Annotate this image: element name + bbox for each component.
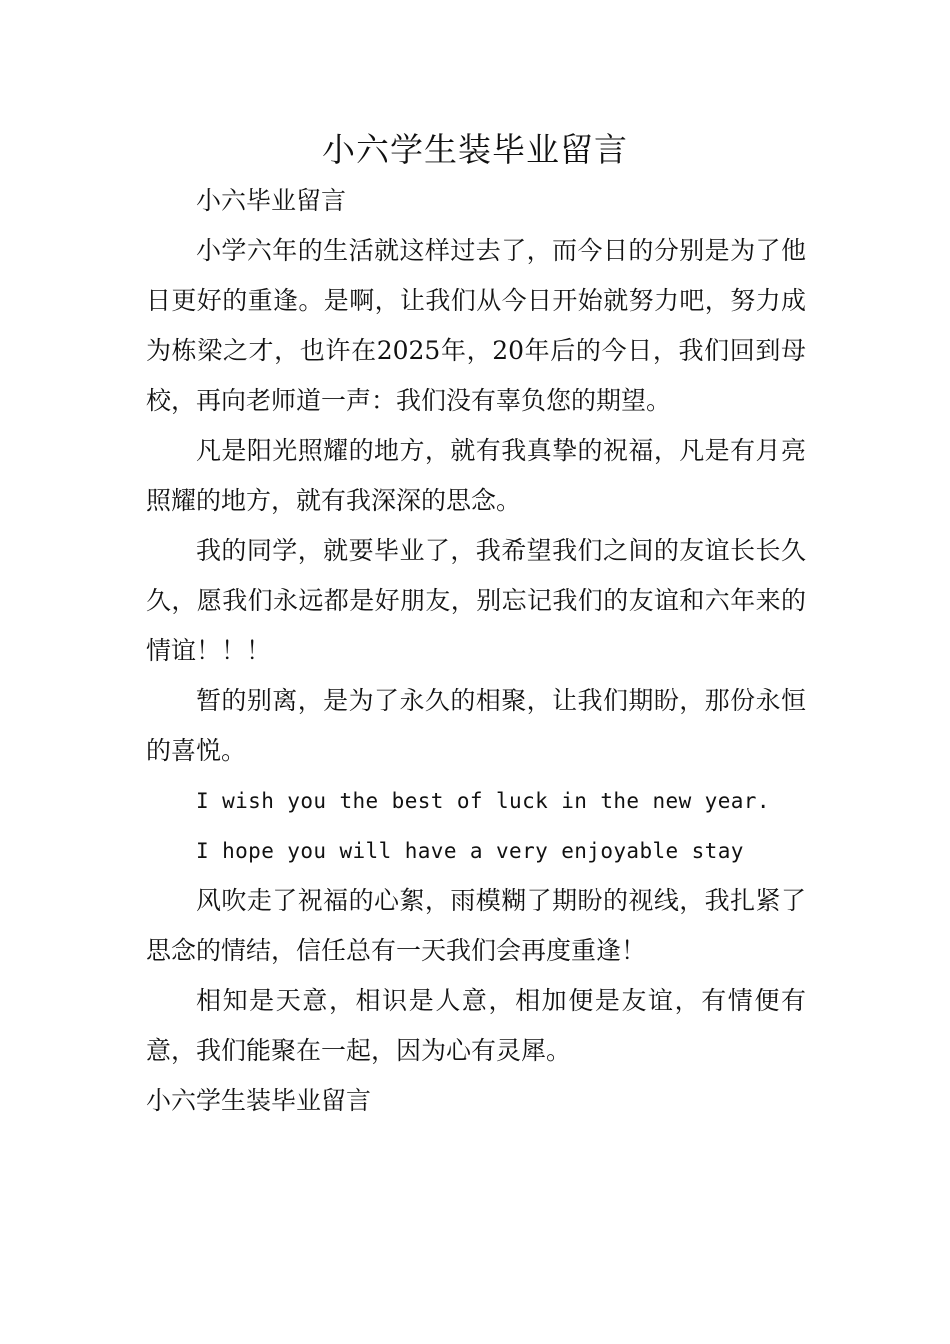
paragraph: 暂的别离，是为了永久的相聚，让我们期盼，那份永恒的喜悦。 — [146, 686, 806, 765]
paragraph: 我的同学，就要毕业了，我希望我们之间的友谊长长久久，愿我们永远都是好朋友，别忘记我们的友谊和六年来的情谊！！！ — [146, 536, 806, 665]
paragraph-subtitle: 小六毕业留言 — [196, 186, 347, 215]
document-footer: 小六学生装毕业留言 — [146, 1086, 372, 1115]
document-title: 小六学生装毕业留言 — [322, 130, 628, 169]
paragraph: 小学六年的生活就这样过去了，而今日的分别是为了他日更好的重逢。是啊，让我们从今日开始就努力吧，努力成为栋梁之才，也许在2025年，20年后的今日，我们回到母校，再向老师道一声：我们没有辜负您的期望。 — [146, 236, 806, 415]
document-body — [146, 176, 806, 1126]
paragraph: 凡是阳光照耀的地方，就有我真挚的祝福，凡是有月亮照耀的地方，就有我深深的思念。 — [146, 436, 806, 515]
paragraph-english: I wish you the best of luck in the new year. — [196, 789, 770, 813]
paragraph: 相知是天意，相识是人意，相加便是友谊，有情便有意，我们能聚在一起，因为心有灵犀。 — [146, 986, 806, 1065]
paragraph: 风吹走了祝福的心絮，雨模糊了期盼的视线，我扎紧了思念的情结，信任总有一天我们会再度重逢！ — [146, 886, 806, 965]
paragraph-english: I hope you will have a very enjoyable stay — [196, 839, 744, 863]
